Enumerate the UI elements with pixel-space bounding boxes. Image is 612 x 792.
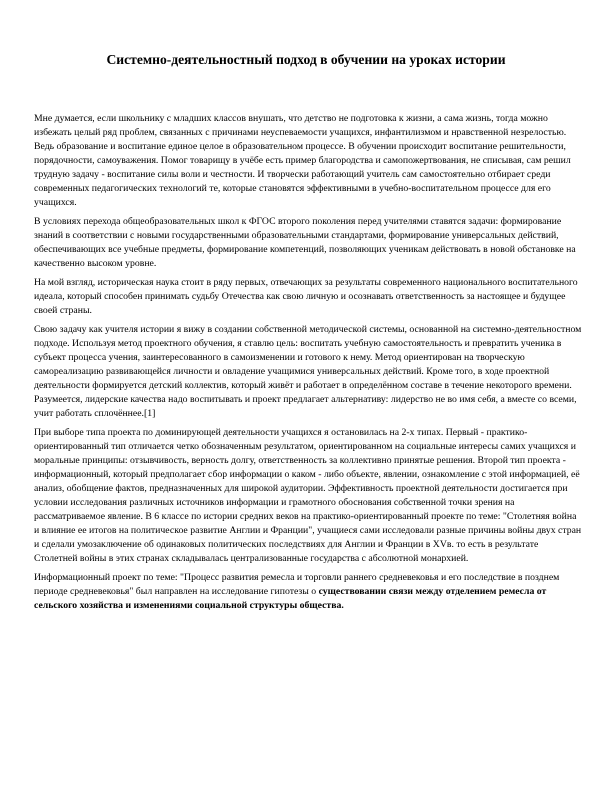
paragraph-4: Свою задачу как учителя истории я вижу в создании собственной методической системы, основанной на системно-деятельностном подходе. Используя метод проектного обучения, я ставлю цель: воспитать учебную самостоятельность и превратить ученика в субъект процесса учения, заинтересованного в самоизменении и готового к нему. Метод ориентирован на творческую самореализацию развивающейся личности и овладение учащимися универсальных действий. Кроме того, в ходе проектной деятельности формируется детский коллектив, который живёт и работает в определённом составе в течение некоторого времени. Разумеется, лидерские качества надо воспитывать и проект предлагает альтернативу: лидерство не во имя себя, а вместе со всеми, учит работать сплочённее.[1] bbox=[34, 324, 582, 419]
paragraph-6-bold-text: существовании связи между отделением ремесла от сельского хозяйства и изменениями социальной структуры общества. bbox=[34, 586, 547, 611]
paragraph-5: При выборе типа проекта по доминирующей деятельности учащихся я остановилась на 2-х типах. Первый - практико-ориентированный тип отличается четко обозначенным результатом, ориентированном на социальные интересы самих учащихся и моральные принципы: отзывчивость, верность долгу, ответственность за коллективно принятые решения. Второй тип проекта - информационный, который предполагает сбор информации о каком - либо объекте, явлении, ознакомление с этой информацией, её анализ, обобщение фактов, предназначенных для широкой аудитории. Эффективность проектной деятельности достигается при условии исследования различных источников информации и грамотного обоснования собственной точки зрения на рассматриваемое явление. В 6 классе по истории средних веков на практико-ориентированный проекте по теме: "Столетняя война и влияние ее итогов на политическое развитие Англии и Франции", учащиеся сами исследовали разные причины войны двух стран и сделали умозаключение об одинаковых политических последствиях для Англии и Франции в XVв. то есть в результате Столетней войны в этих странах складывалась централизованные государства с абсолютной монархией. bbox=[34, 427, 582, 564]
paragraph-3: На мой взгляд, историческая наука стоит в ряду первых, отвечающих за результаты современного национального воспитательного идеала, который способен принимать судьбу Отечества как свою личную и осознавать ответственность за настоящее и будущее своей страны. bbox=[34, 277, 578, 316]
document-body bbox=[34, 112, 582, 618]
paragraph-6 bbox=[34, 571, 582, 613]
paragraph-6-text: Информационный проект по теме: "Процесс развития ремесла и торговли раннего средневековья и его последствие в позднем периоде средневековья" был направлен на исследование гипотезы о bbox=[34, 572, 560, 597]
document-title: Системно-деятельностный подход в обучении на уроках истории bbox=[106, 52, 506, 67]
paragraph-1: Мне думается, если школьнику с младших классов внушать, что детство не подготовка к жизни, а сама жизнь, тогда можно избежать целый ряд проблем, связанных с причинами неуспеваемости учащихся, инфантилизмом и нравственной незрелостью. Ведь образование и воспитание единое целое в образовательном процессе. В обучении происходит воспитание решительности, порядочности, самоуважения. Помог товарищу в учёбе есть пример благородства и самопожертвования, не списывая, сам решил трудную задачу - воспитание силы воли и честности. И творчески работающий учитель сам самостоятельно отбирает среди современных педагогических технологий те, которые становятся эффективными в учебно-воспитательном процессе для его учащихся. bbox=[34, 113, 571, 208]
paragraph-2: В условиях перехода общеобразовательных школ к ФГОС второго поколения перед учителями ставятся задачи: формирование знаний в соответствии с новыми государственными образовательными стандартами, формирование универсальных действий, обеспечивающих все учебные предметы, формирование компетенций, позволяющих ученикам действовать в новой обстановке на качественно высоком уровне. bbox=[34, 216, 576, 269]
